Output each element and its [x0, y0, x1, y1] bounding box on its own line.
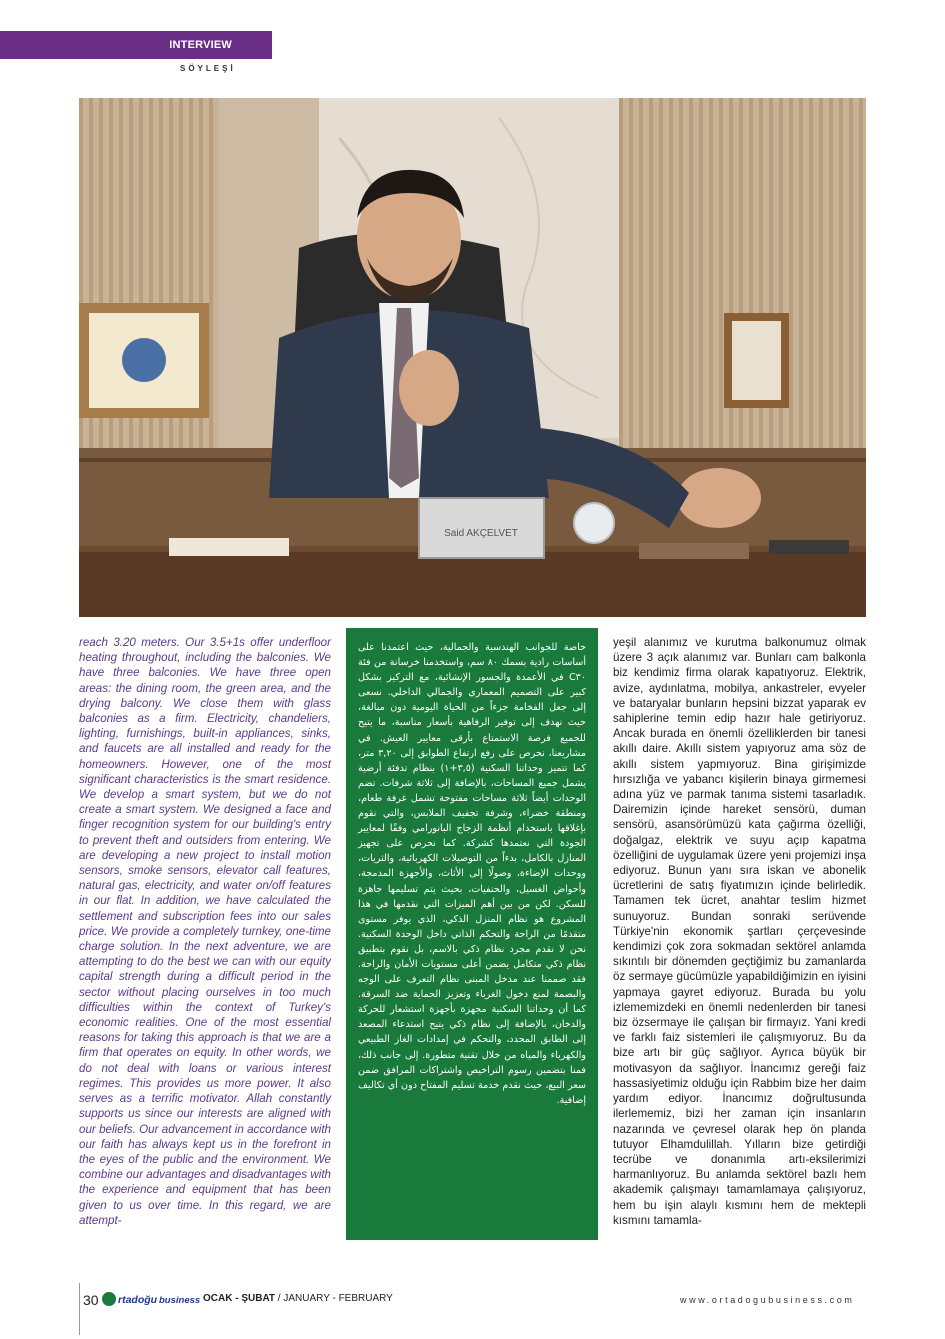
svg-text:business: business — [159, 1295, 201, 1306]
issue-date — [203, 1293, 393, 1304]
section-banner — [0, 31, 272, 59]
interview-photo — [79, 98, 866, 617]
page-number: 30 — [83, 1292, 99, 1308]
issue-date-en: / JANUARY - FEBRUARY — [275, 1293, 393, 1304]
issue-date-tr: OCAK - ŞUBAT — [203, 1293, 276, 1304]
footer-divider — [79, 1283, 80, 1335]
turkish-column: yeşil alanımız ve kurutma balkonumuz olmak üzere 3 açık alanımız var. Bunları cam balkonla biz kendimiz firma olarak kapatıyoruz. Elektrik, avize, aydınlatma, mobilya, ankastreler, evyeler ve bataryalar bunların hepsini bizzat yaparak ev sahiplerine temin edip hazır hale getiriyoruz. Ancak burada en önemli özelliklerden bir tanesi akıllı daire. Akıllı sistem yapıyoruz ama söz de akıllı sistem yapmıyoruz. Bina girişimizde hırsızlığa ve yabancı kişilerin binaya girmemesi adına yüz ve parmak tanıma sistemi tasarladık. Dairemizin içinde hareket sensörü, duman sensörü, asansörümüzü kata çağırma özelliği, doğalgaz, elektrik ve suyu açıp kapatma özelliğini de uygulamak üzere yeni projemizi inşa ediyoruz. Bunun yanı sıra iskan ve abonelik ücretlerini de satış fiyatımızın içinde belirledik. Tamamen tek ücret, anahtar teslim hizmet sunuyoruz. Bundan sonraki serüvende Türkiye'nin ekonomik şartları çerçevesinde kendimizi çok zora sokmadan sektörel anlamda sıkıntılı bir dönemden geçtiğimiz bu zamanlarda öz sermaye gücümüzle yapabildiğimizin en iyisini yapmaya gayret ediyoruz. Burada bu yolu izlememizdeki en önemli nedenlerden bir tanesi biz özsermaye ile çalışan bir firmayız. Yani kredi ve farklı faiz sistemleri ile çalışmıyoruz. Bu da bize artı bir güç sağlıyor. Ayrıca büyük bir motivasyon da sağlıyor. İnancımız gereği faiz hassasiyetimiz olduğu için Rabbim bize her daim yardım ediyor. İnancımız doğrultusunda ilerlememiz, bizi her zaman için insanların nazarında ve çevresel olarak hep ön planda tutuyor Elhamdulillah. Yılların bize getirdiği tecrübe ve donanımla artı-eksilerimizi harmanlıyoruz. Bu anlamda sektörel bazlı hem akademik çalışmayı tamamlamaya çalışıyoruz, hem bu işin alaylı kısmını hem de mektepli kısmını tamamla- — [613, 636, 866, 1227]
nameplate-text: Said AKÇELVET — [444, 528, 518, 539]
magazine-logo — [101, 1290, 201, 1308]
website-url[interactable]: www.ortadogubusiness.com — [680, 1295, 855, 1305]
english-column: reach 3.20 meters. Our 3.5+1s offer underfloor heating throughout, including the balconies. We have three balconies. We have three open areas: the dining room, the green area, and the drying balcony. We close them with glass balconies as a firm. Electricity, chandeliers, lighting, furnishings, built-in appliances, sinks, and faucets are all installed and ready for the homeowners. However, one of the most significant characteristics is the smart residence. We develop a smart system, but we do not create a smart system. We designed a face and finger recognition system for our building's entry to prevent theft and outsiders from entering. We are developing a new project to install motion sensors, smoke sensors, elevator call features, natural gas, electricity, and water on/off features in our flat. In addition, we have calculated the settlement and subscription fees into our sales price. We provide a completely turnkey, one-time charge solution. In the next adventure, we are attempting to do the best we can with our equity capital strength during a difficult period in the sector without placing ourselves in too much difficulties within the context of Turkey's economic realities. One of the most essential reasons for taking this approach is that we are a firm that operates on equity. In other words, we do not deal with loans or various interest regimes. This provides us more power. It also serves as a terrific motivator. Allah constantly supports us since our interests are aligned with our beliefs. Our advancement in accordance with our faith has always kept us in the forefront in the eyes of the public and the environment. We combine our advantages and disadvantages with the experience and equipment that has been given to us over time. In this regard, we are attempt- — [79, 636, 331, 1227]
section-subtitle: SÖYLEŞİ — [180, 64, 236, 73]
section-title: INTERVIEW — [169, 39, 232, 51]
arabic-column: خاصة للجوانب الهندسية والجمالية، حيث اعتمدنا على أساسات رادية بسمك ٨٠ سم، واستخدمنا خرسانة من فئة C٣٠ في الأعمدة والجسور الإنشائية، مع التركيز بشكل كبير على التصميم المعماري والجمالي الداخلي. نسعى إلى جعل الفخامة جزءاً من الحياة اليومية دون مبالغة، حيث نهدف إلى توفير الرفاهية بأسعار مناسبة، ما يتيح للجميع فرصة الاستمتاع بأرقى معايير العيش. في مشاريعنا، نحرص على رفع ارتفاع الطوابق إلى ٣,٢٠ متر، كما تتميز وحداتنا السكنية (٣,٥+١) بنظام تدفئة أرضية يشمل جميع المساحات، بالإضافة إلى ثلاثة شرفات. تضم الوحدات أيضاً ثلاثة مساحات مفتوحة تشمل غرفة طعام، ومنطقة خضراء، وشرفة تجفيف الملابس، والتي نقوم بإغلاقها باستخدام أنظمة الزجاج البانورامي وفقًا لمعايير الجودة التي نعتمدها كشركة. كما نحرص على تجهيز المنازل بالكامل، بدءاً من التوصيلات الكهربائية، والثريات، ووحدات الإضاءة، وصولًا إلى الأثاث، والأجهزة المدمجة، وأحواض الغسيل، والحنفيات، بحيث يتم تسليمها جاهزة للسكن. لكن من بين أهم الميزات التي نقدمها في هذا المشروع هو نظام المنزل الذكي، الذي يوفر مستوى متقدمًا من الراحة والتحكم الذاتي داخل الوحدة السكنية. نحن لا نقدم مجرد نظام ذكي بالاسم، بل نقوم بتطبيق نظام ذكي متكامل يضمن أعلى مستويات الأمان والراحة. فقد صممنا عند مدخل المبنى نظام التعرف على الوجه والبصمة لمنع دخول الغرباء وتعزيز الحماية ضد السرقة. كما أن وحداتنا السكنية مجهزة بأجهزة استشعار للحركة والدخان، بالإضافة إلى نظام ذكي يتيح استدعاء المصعد إلى الطابق المحدد، والتحكم في إمدادات الغاز الطبيعي والكهرباء والمياه من خلال تقنية متطورة. إلى جانب ذلك، فمنا بتضمين رسوم التراخيص واشتراكات المرافق ضمن سعر البيع، حيث نقدم خدمة تسليم المفتاح دون أي تكاليف إضافية. — [346, 628, 598, 1240]
photo-illustration — [79, 98, 866, 617]
svg-text:rtadoğu: rtadoğu — [118, 1294, 158, 1306]
